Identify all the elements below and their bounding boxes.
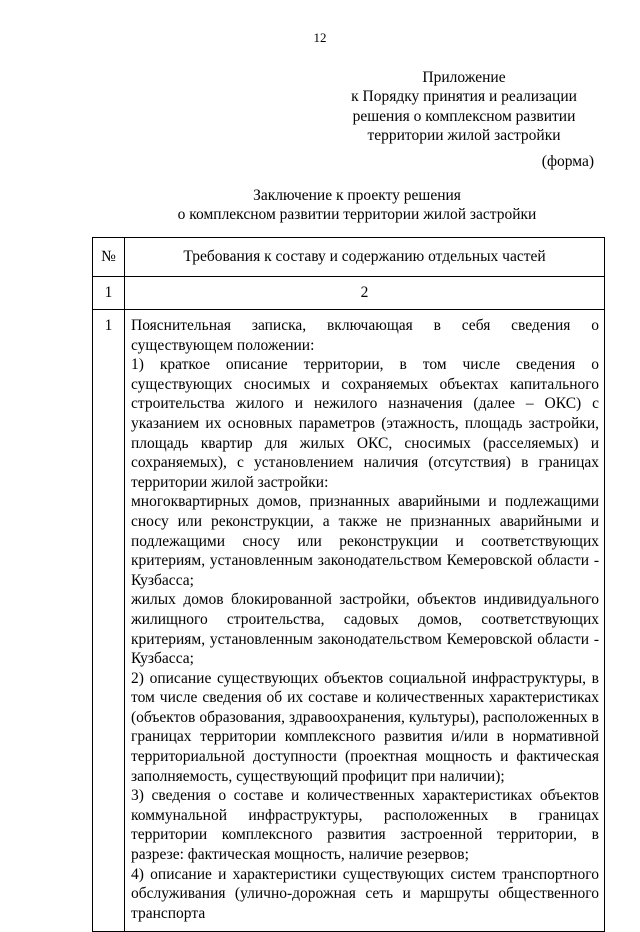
content-paragraph: Пояснительная записка, включающая в себя сведения о существующем положении: (131, 317, 599, 354)
index-cell: 2 (125, 277, 605, 310)
appendix-line: к Порядку принятия и реализации (351, 88, 577, 106)
header-requirements: Требования к составу и содержанию отдельных частей (125, 238, 605, 277)
form-label: (форма) (541, 153, 594, 170)
header-number: № (93, 238, 125, 277)
row-content (125, 310, 605, 932)
content-paragraph: 4) описание и характеристики существующих систем транспортного обслуживания (улично-дорожная сеть и маршруты общественного транспорта (131, 865, 599, 922)
appendix-line: Приложение (422, 69, 506, 86)
title-line: о комплексном развитии территории жилой застройки (177, 206, 537, 224)
document-title (92, 186, 622, 225)
table-index-row (93, 277, 605, 310)
content-paragraph: многоквартирных домов, признанных аварийными и подлежащими сносу или реконструкции, а также не признанных аварийными и подлежащими сносу или реконструкции и соответствующих критериям, установленным законодательством Кемеровской области - Кузбасса; (131, 493, 599, 589)
appendix-line: решения о комплексном развитии (352, 107, 576, 125)
index-cell: 1 (93, 277, 125, 310)
table-header-row (93, 238, 605, 277)
content-paragraph: 3) сведения о составе и количественных характеристиках объектов коммунальной инфраструктуры, расположенных в границах территории комплексного развития застроенной территории, в разрезе: фактическая мощность, наличие резервов; (131, 787, 599, 864)
row-number: 1 (93, 310, 125, 932)
title-line: Заключение к проекту решения (253, 187, 461, 204)
requirements-table (92, 237, 605, 932)
content-paragraph: жилых домов блокированной застройки, объектов индивидуального жилищного строительства, садовых домов, соответствующих критериям, установленным законодательством Кемеровской области - Кузбасса; (131, 591, 599, 668)
content-paragraph: 2) описание существующих объектов социальной инфраструктуры, в том числе сведения об их составе и количественных характеристиках (объектов образования, здравоохранения, культуры), расположенных в границах территории комплексного развития и/или в нормативной территориальной доступности (проектная мощность и фактическая заполняемость, существующий профицит при наличии); (131, 669, 599, 785)
content-paragraph: 1) краткое описание территории, в том числе сведения о существующих сносимых и сохраняемых объектах капитального строительства жилого и нежилого назначения (далее – ОКС) с указанием их основных параметров (этажность, площадь застройки, площадь квартир для жилых ОКС, сносимых (расселяемых) и сохраняемых), с установлением наличия (отсутствия) в границах территории жилой застройки: (131, 356, 599, 491)
table-row (93, 310, 605, 932)
appendix-block (334, 68, 594, 146)
appendix-line: территории жилой застройки (367, 127, 561, 145)
page-number: 12 (313, 30, 327, 45)
